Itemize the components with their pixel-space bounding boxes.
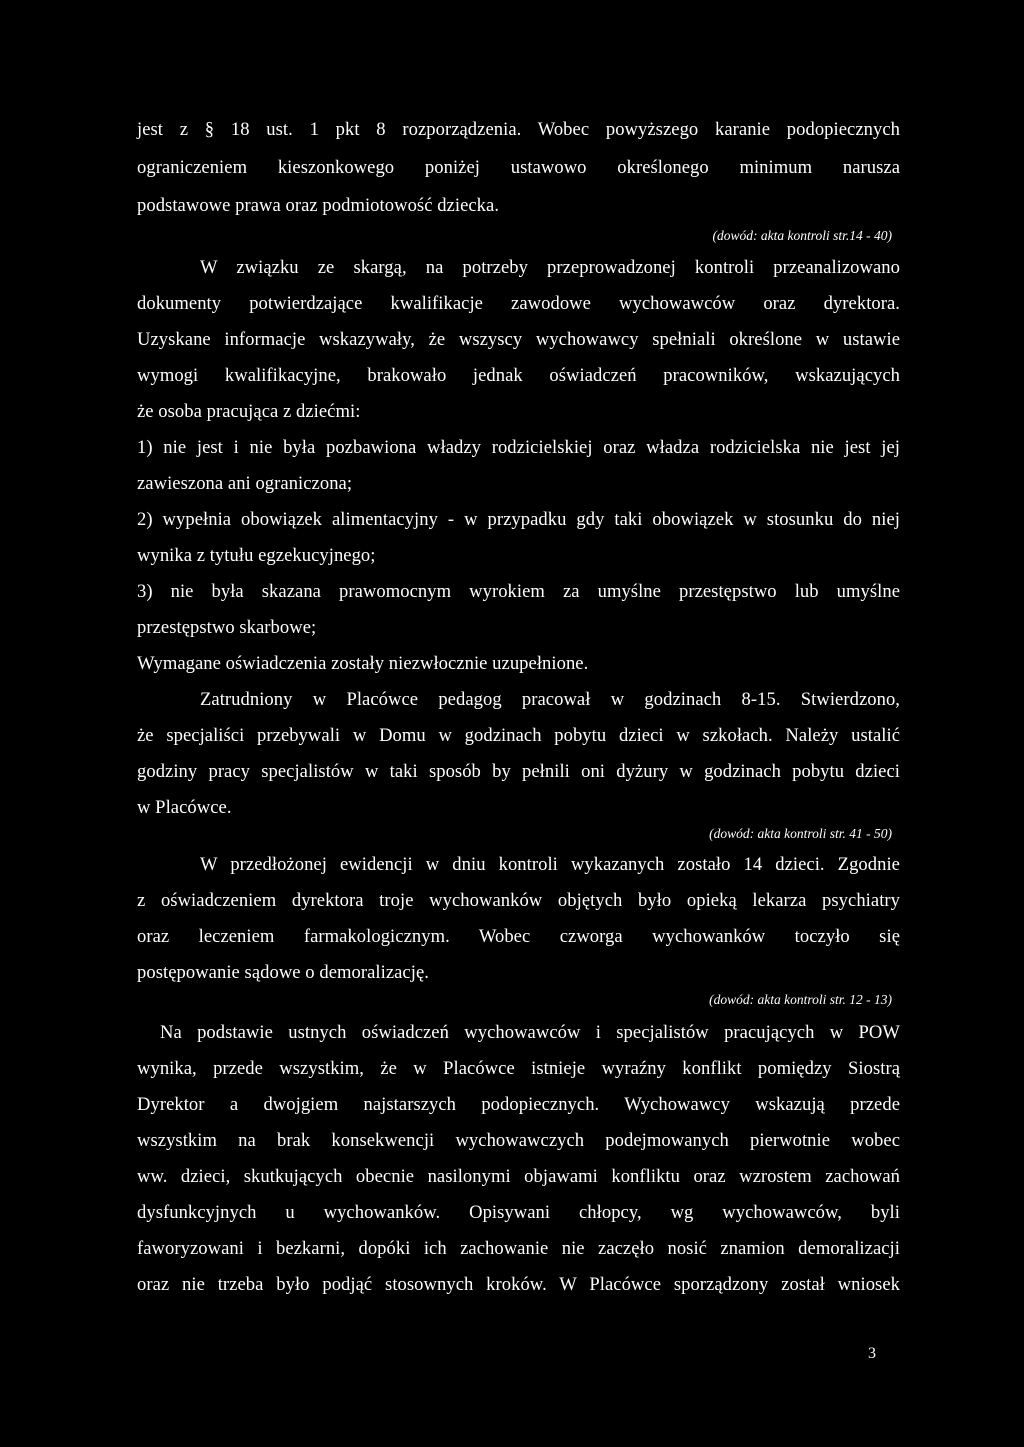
text-line: podstawowe prawa oraz podmiotowość dziecka. xyxy=(137,195,500,216)
text-line: Na podstawie ustnych oświadczeń wychowawców i specjalistów pracujących w POW xyxy=(160,1022,900,1043)
text-line: wynika, przede wszystkim, że w Placówce istnieje wyraźny konflikt pomiędzy Siostrą xyxy=(137,1058,900,1079)
text-line: W związku ze skargą, na potrzeby przeprowadzonej kontroli przeanalizowano xyxy=(200,257,900,278)
text-line: ograniczeniem kieszonkowego poniżej ustawowo określonego minimum narusza xyxy=(137,157,900,178)
list-item: 3) nie była skazana prawomocnym wyrokiem za umyślne przestępstwo lub umyślne xyxy=(137,581,900,602)
text-line: wynika z tytułu egzekucyjnego; xyxy=(137,545,376,566)
text-line: Uzyskane informacje wskazywały, że wszyscy wychowawcy spełniali określone w ustawie xyxy=(137,329,900,350)
text-line: faworyzowani i bezkarni, dopóki ich zachowanie nie zaczęło nosić znamion demoralizacji xyxy=(137,1238,900,1259)
text-line: Zatrudniony w Placówce pedagog pracował w godzinach 8-15. Stwierdzono, xyxy=(200,689,900,710)
text-line: wszystkim na brak konsekwencji wychowawczych podejmowanych pierwotnie wobec xyxy=(137,1130,900,1151)
text-line: dysfunkcyjnych u wychowanków. Opisywani chłopcy, wg wychowawców, byli xyxy=(137,1202,900,1223)
text-line: że specjaliści przebywali w Domu w godzinach pobytu dzieci w szkołach. Należy ustalić xyxy=(137,725,900,746)
text-line: wymogi kwalifikacyjne, brakowało jednak oświadczeń pracowników, wskazujących xyxy=(137,365,900,386)
list-item: 1) nie jest i nie była pozbawiona władzy rodzicielskiej oraz władza rodzicielska nie jest jej xyxy=(137,437,900,458)
text-line: że osoba pracująca z dziećmi: xyxy=(137,401,361,422)
text-line: Dyrektor a dwojgiem najstarszych podopiecznych. Wychowawcy wskazują przede xyxy=(137,1094,900,1115)
text-line: W przedłożonej ewidencji w dniu kontroli wykazanych zostało 14 dzieci. Zgodnie xyxy=(200,854,900,875)
text-line: godziny pracy specjalistów w taki sposób by pełnili oni dyżury w godzinach pobytu dzieci xyxy=(137,761,900,782)
evidence-citation: (dowód: akta kontroli str.14 - 40) xyxy=(712,228,892,243)
list-item: 2) wypełnia obowiązek alimentacyjny - w przypadku gdy taki obowiązek w stosunku do niej xyxy=(137,509,900,530)
text-line: oraz leczeniem farmakologicznym. Wobec czworga wychowanków toczyło się xyxy=(137,926,900,947)
text-line: ww. dzieci, skutkujących obecnie nasilonymi objawami konfliktu oraz wzrostem zachowań xyxy=(137,1166,900,1187)
evidence-citation: (dowód: akta kontroli str. 41 - 50) xyxy=(709,826,892,841)
text-line: Wymagane oświadczenia zostały niezwłocznie uzupełnione. xyxy=(137,653,589,674)
page-number: 3 xyxy=(868,1345,876,1362)
evidence-citation: (dowód: akta kontroli str. 12 - 13) xyxy=(709,992,892,1007)
text-line: dokumenty potwierdzające kwalifikacje zawodowe wychowawców oraz dyrektora. xyxy=(137,293,900,314)
text-line: oraz nie trzeba było podjąć stosownych kroków. W Placówce sporządzony został wniosek xyxy=(137,1274,900,1295)
text-line: z oświadczeniem dyrektora troje wychowanków objętych było opieką lekarza psychiatry xyxy=(137,890,900,911)
text-line: zawieszona ani ograniczona; xyxy=(137,473,353,494)
text-line: jest z § 18 ust. 1 pkt 8 rozporządzenia. Wobec powyższego karanie podopiecznych xyxy=(137,119,900,140)
text-line: postępowanie sądowe o demoralizację. xyxy=(137,962,429,983)
text-line: w Placówce. xyxy=(137,797,232,818)
text-line: przestępstwo skarbowe; xyxy=(137,617,317,638)
